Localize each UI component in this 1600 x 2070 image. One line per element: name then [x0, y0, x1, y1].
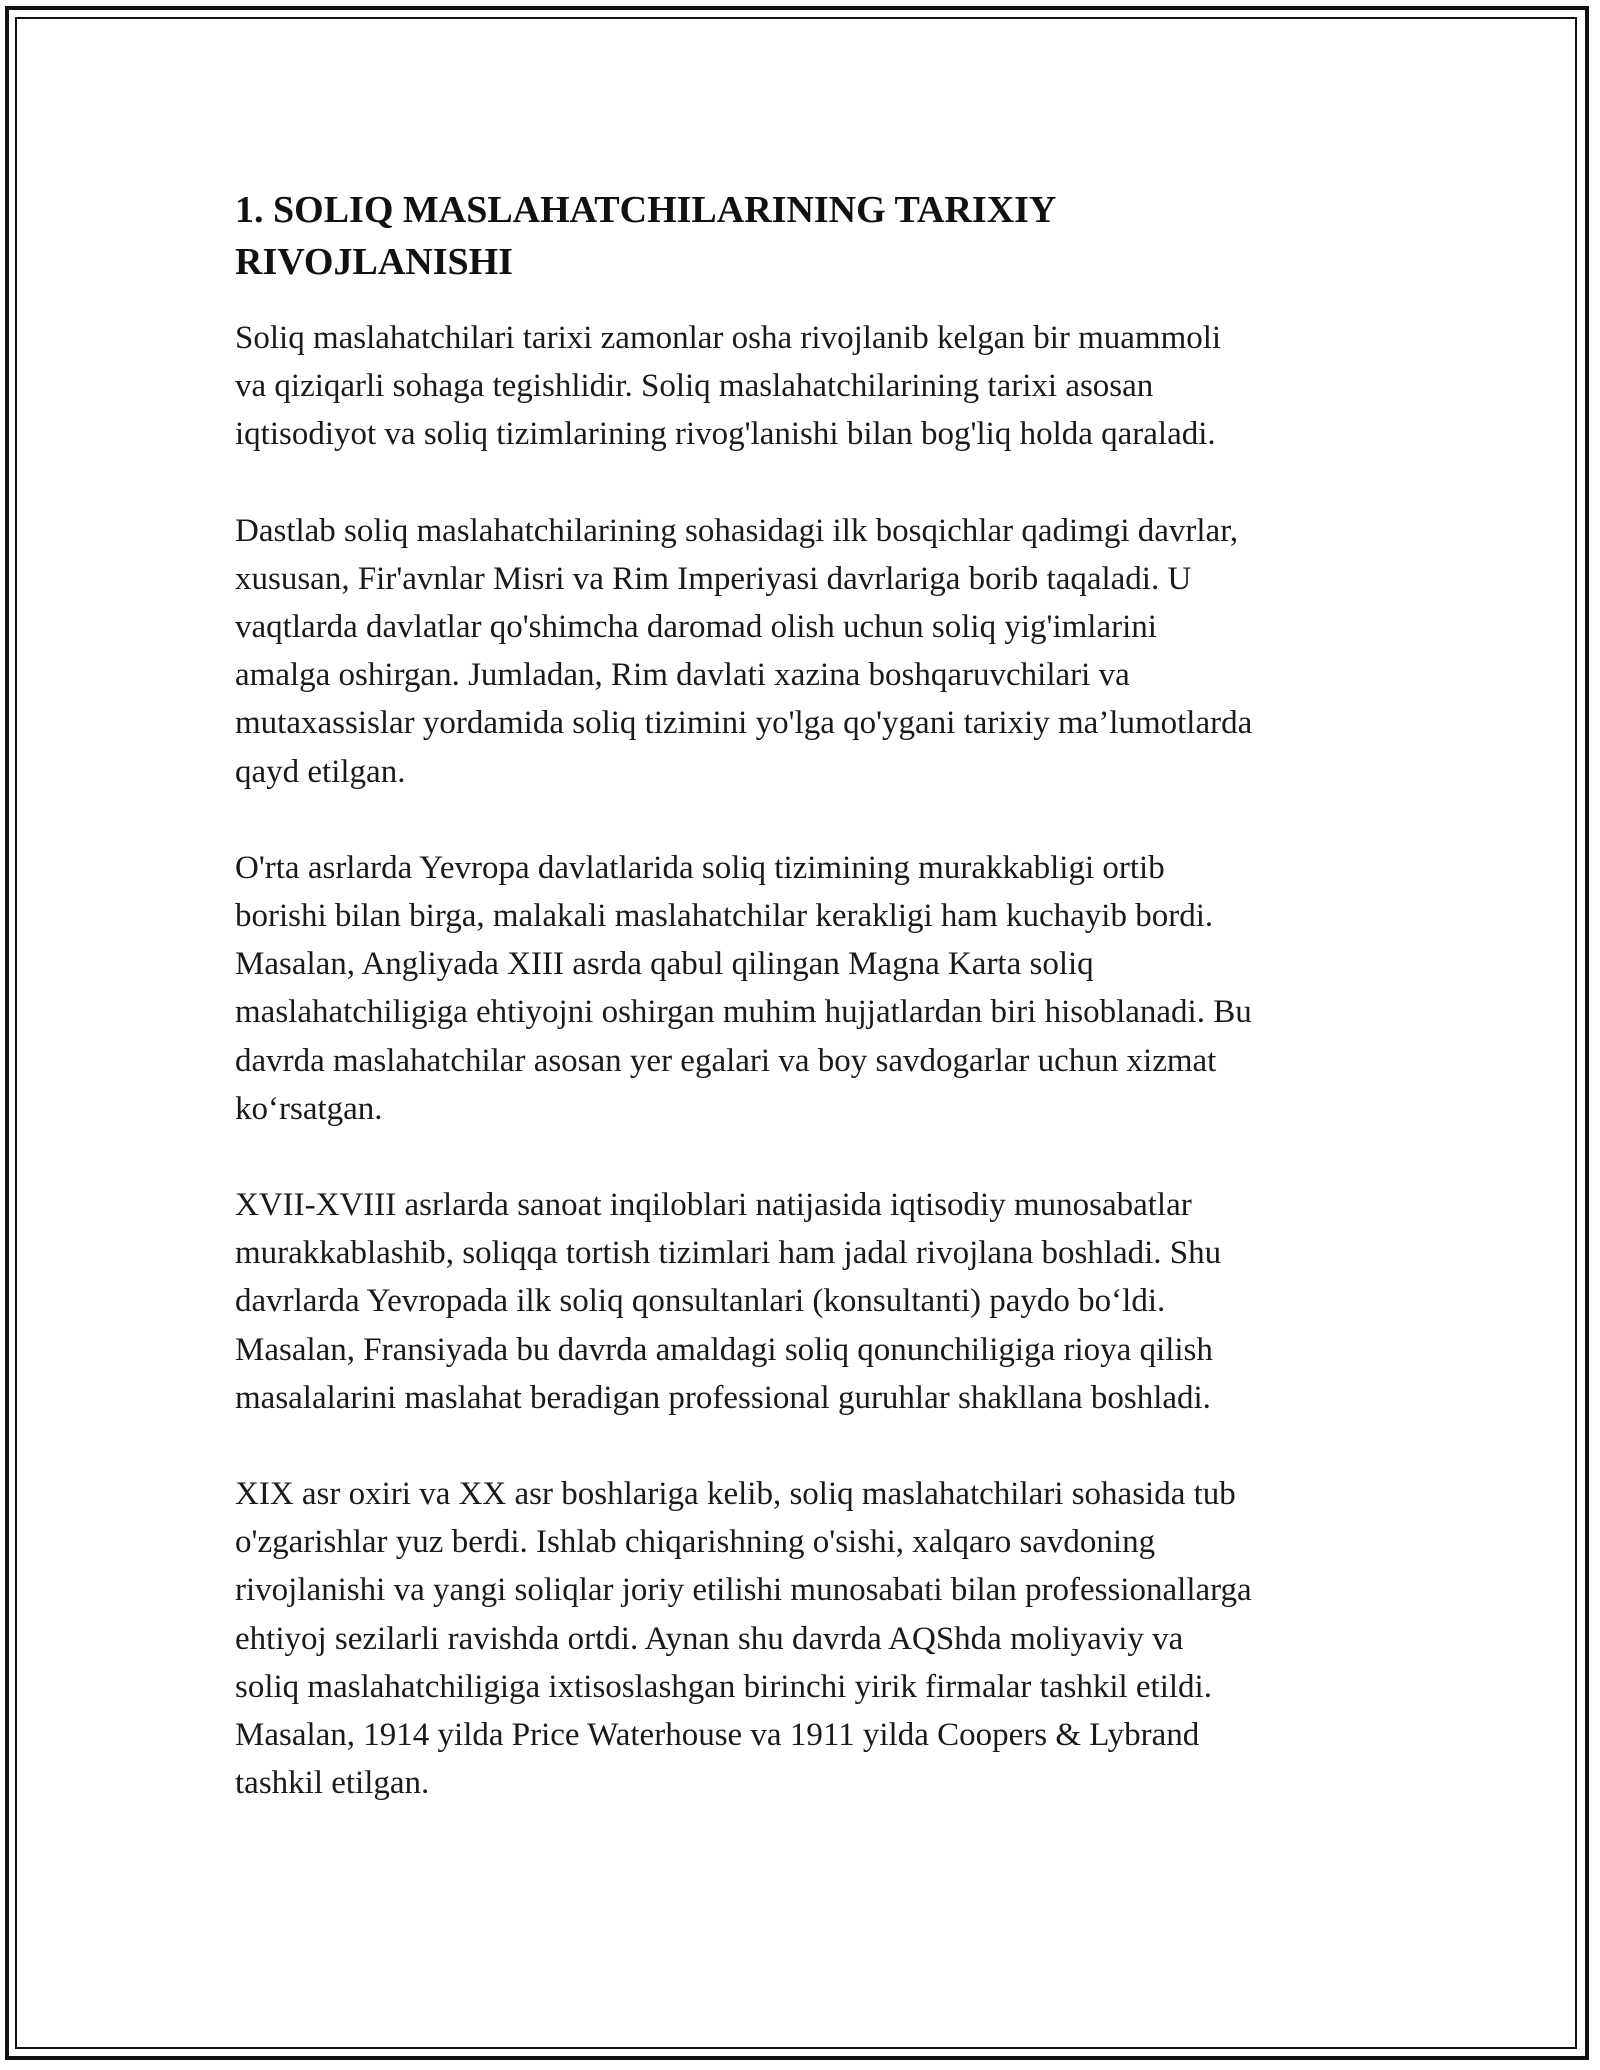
- text-line: maslahatchiligiga ehtiyojni oshirgan muhim hujjatlardan biri hisoblanadi. Bu: [235, 994, 1252, 1031]
- text-line: ehtiyoj sezilarli ravishda ortdi. Aynan shu davrda AQShda moliyaviy va: [235, 1620, 1184, 1657]
- paragraph-4: [235, 1181, 1395, 1422]
- section-title: [235, 184, 1395, 288]
- text-line: vaqtlarda davlatlar qo'shimcha daromad olish uchun soliq yig'imlarini: [235, 609, 1157, 646]
- text-line: ko‘rsatgan.: [235, 1090, 383, 1127]
- title-line: RIVOJLANISHI: [235, 241, 513, 283]
- text-line: xususan, Fir'avnlar Misri va Rim Imperiyasi davrlariga borib taqaladi. U: [235, 560, 1192, 597]
- text-line: masalalarini maslahat beradigan professional guruhlar shakllana boshladi.: [235, 1379, 1211, 1416]
- text-line: iqtisodiyot va soliq tizimlarining rivog'lanishi bilan bog'liq holda qaraladi.: [235, 416, 1216, 453]
- paragraph-1: [235, 314, 1395, 459]
- text-line: O'rta asrlarda Yevropa davlatlarida soliq tizimining murakkabligi ortib: [235, 849, 1165, 886]
- paragraph-2: [235, 507, 1395, 796]
- text-line: tashkil etilgan.: [235, 1765, 430, 1802]
- text-line: davrda maslahatchilar asosan yer egalari va boy savdogarlar uchun xizmat: [235, 1042, 1217, 1079]
- paragraph-3: [235, 844, 1395, 1133]
- text-line: Masalan, Fransiyada bu davrda amaldagi soliq qonunchiligiga rioya qilish: [235, 1331, 1213, 1368]
- text-line: Masalan, 1914 yilda Price Waterhouse va 1911 yilda Coopers & Lybrand: [235, 1717, 1200, 1754]
- text-line: Dastlab soliq maslahatchilarining sohasidagi ilk bosqichlar qadimgi davrlar,: [235, 512, 1239, 549]
- text-line: qayd etilgan.: [235, 753, 406, 790]
- text-line: soliq maslahatchiligiga ixtisoslashgan birinchi yirik firmalar tashkil etildi.: [235, 1668, 1212, 1705]
- text-line: XIX asr oxiri va XX asr boshlariga kelib, soliq maslahatchilari sohasida tub: [235, 1476, 1236, 1513]
- text-line: amalga oshirgan. Jumladan, Rim davlati xazina boshqaruvchilari va: [235, 657, 1130, 694]
- title-line: 1. SOLIQ MASLAHATCHILARINING TARIXIY: [235, 189, 1057, 231]
- text-line: Masalan, Angliyada XIII asrda qabul qilingan Magna Karta soliq: [235, 946, 1094, 983]
- paragraph-5: [235, 1470, 1395, 1807]
- text-line: XVII-XVIII asrlarda sanoat inqiloblari natijasida iqtisodiy munosabatlar: [235, 1187, 1192, 1224]
- text-line: mutaxassislar yordamida soliq tizimini yo'lga qo'ygani tarixiy ma’lumotlarda: [235, 705, 1253, 742]
- text-line: davrlarda Yevropada ilk soliq qonsultanlari (konsultanti) paydo bo‘ldi.: [235, 1283, 1166, 1320]
- text-line: borishi bilan birga, malakali maslahatchilar kerakligi ham kuchayib bordi.: [235, 898, 1214, 935]
- text-line: o'zgarishlar yuz berdi. Ishlab chiqarishning o'sishi, xalqaro savdoning: [235, 1524, 1156, 1561]
- text-line: va qiziqarli sohaga tegishlidir. Soliq maslahatchilarining tarixi asosan: [235, 368, 1154, 405]
- document-body: [235, 184, 1395, 1855]
- text-line: rivojlanishi va yangi soliqlar joriy etilishi munosabati bilan professionallarga: [235, 1572, 1252, 1609]
- text-line: murakkablashib, soliqqa tortish tizimlari ham jadal rivojlana boshladi. Shu: [235, 1235, 1222, 1272]
- text-line: Soliq maslahatchilari tarixi zamonlar osha rivojlanib kelgan bir muammoli: [235, 320, 1222, 356]
